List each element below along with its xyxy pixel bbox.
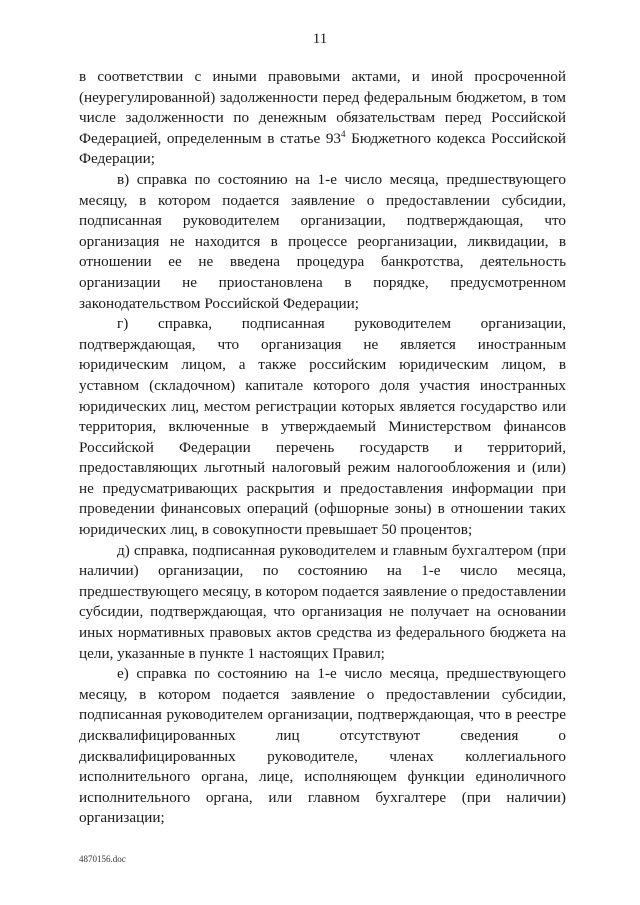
paragraph-continuation-tail: Бюджетного кодекса Российской Федерации; [79, 129, 566, 168]
paragraph-continuation-text: в соответствии с иными правовыми актами, и иной просроченной (неурегулированной) задолженности перед федеральным бюджетом, в том числе задолженности по денежным обязательствам перед Российской Федерацией, определенным в статье 93 [79, 68, 566, 147]
article-superscript: 4 [341, 128, 346, 139]
paragraph-item-e: е) справка по состоянию на 1-е число месяца, предшествующего месяцу, в котором подается заявление о предоставлении субсидии, подписанная руководителем организации, подтверждающая, что в реестре дисквалифицированных лиц отсутствуют сведения о дисквалифицированных руководителе, членах коллегиального исполнительного органа, лице, исполняющем функции единоличного исполнительного органа, или главном бухгалтере (при наличии) организации; [79, 665, 566, 827]
page-number: 11 [312, 31, 328, 47]
paragraph-item-g: г) справка, подписанная руководителем организации, подтверждающая, что организация не является иностранным юридическим лицом, а также российским юридическим лицом, в уставном (складочном) капитале которого доля участия иностранных юридических лиц, местом регистрации которых является государство или территория, включенные в утверждаемый Министерством финансов Российской Федерации перечень государств и территорий, предоставляющих льготный налоговый режим налогообложения и (или) не предусматривающих раскрытия и предоставления информации при проведении финансовых операций (офшорные зоны) в отношении таких юридических лиц, в совокупности превышает 50 процентов; [79, 315, 566, 539]
document-body [79, 67, 566, 829]
paragraph-item-d: д) справка, подписанная руководителем и главным бухгалтером (при наличии) организации, по состоянию на 1-е число месяца, предшествующего месяцу, в котором подается заявление о предоставлении субсидии, подтверждающая, что организация не получает на основании иных нормативных правовых актов средства из федерального бюджета на цели, указанные в пункте 1 настоящих Правил; [79, 541, 566, 662]
paragraph-item-v: в) справка по состоянию на 1-е число месяца, предшествующего месяцу, в котором подается заявление о предоставлении субсидии, подписанная руководителем организации, подтверждающая, что организация не находится в процессе реорганизации, ликвидации, в отношении ее не введена процедура банкротства, деятельность организации не приостановлена в порядке, предусмотренном законодательством Российской Федерации; [79, 170, 566, 312]
footer-document-id: 4870156.doc [79, 854, 126, 864]
paragraph-continuation [79, 67, 566, 170]
